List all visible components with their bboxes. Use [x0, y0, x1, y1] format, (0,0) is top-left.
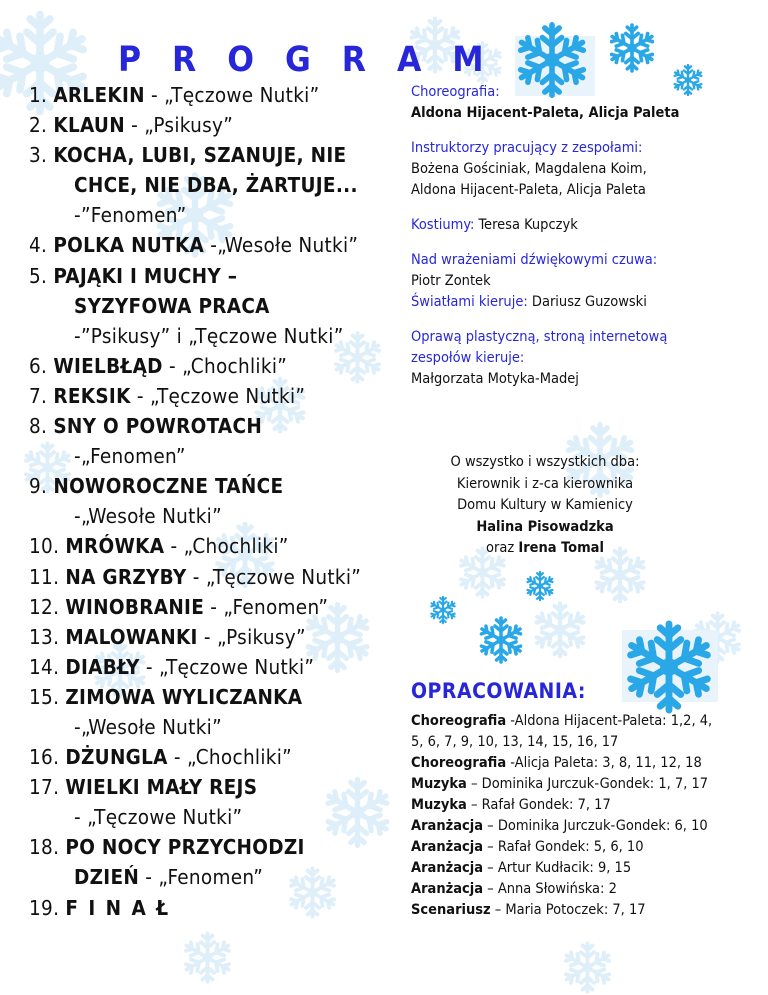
credits-section [411, 82, 751, 404]
program-group: „Psikusy” [216, 624, 306, 649]
program-title: KLAUN [53, 113, 125, 138]
program-title: WINOBRANIE [65, 594, 205, 619]
program-group: „Psikusy” [144, 113, 234, 138]
program-separator: - [162, 353, 183, 378]
program-separator: - [164, 534, 184, 559]
program-group-line: - „Tęczowe Nutki” [74, 805, 243, 830]
program-number: 1. [29, 83, 54, 107]
opracowania-line [411, 858, 761, 879]
care-section [440, 452, 650, 560]
opracowania-detail: – Dominika Jurczuk-Gondek: 6, 10 [483, 818, 708, 834]
program-item [29, 893, 399, 923]
program-item-continuation [29, 862, 399, 892]
opracowania-role: Aranżacja [411, 860, 484, 876]
opracowania-detail: – Rafał Gondek: 5, 6, 10 [483, 839, 644, 855]
program-group-line: -„Fenomen” [74, 444, 186, 469]
program-item-continuation [29, 291, 399, 321]
program-separator: - [167, 745, 188, 770]
opracowania-line [411, 711, 761, 732]
program-number: 11. [29, 564, 66, 589]
snowflake-icon [606, 22, 658, 74]
program-item [29, 682, 399, 712]
program-title: KOCHA, LUBI, SZANUJE, NIE [53, 143, 347, 168]
opracowania-list [411, 711, 761, 921]
program-title: WIELBŁĄD [53, 353, 163, 378]
program-title: REKSIK [53, 383, 131, 408]
program-title: DŻUNGLA [65, 745, 168, 770]
program-title: DIABŁY [65, 654, 140, 679]
care-name: Halina Pisowadzka [476, 518, 614, 535]
program-group: „Chochliki” [187, 745, 293, 770]
opracowania-line [411, 795, 761, 816]
credit-names: Aldona Hijacent-Paleta, Alicja Paleta [411, 105, 680, 121]
program-item [29, 261, 399, 291]
program-group-line: -„Wesołe Nutki” [74, 504, 222, 529]
program-item [29, 140, 399, 170]
program-group: „Chochliki” [182, 353, 288, 378]
opracowania-detail: -Alicja Paleta: 3, 8, 11, 12, 18 [506, 755, 702, 771]
program-title: PO NOCY PRZYCHODZI [65, 835, 305, 860]
program-separator: - [197, 624, 217, 649]
opracowania-line [411, 732, 761, 753]
program-number: 4. [29, 233, 54, 258]
program-item [29, 772, 399, 802]
program-number: 10. [29, 534, 66, 559]
credit-names: Aldona Hijacent-Paleta, Alicja Paleta [411, 182, 646, 198]
opracowania-title: OPRACOWANIA: [411, 679, 586, 703]
care-conj: oraz [486, 540, 515, 556]
program-separator: - [130, 383, 150, 408]
program-number: 7. [29, 383, 54, 408]
program-item [29, 230, 399, 260]
program-title: DZIEŃ [74, 865, 140, 890]
program-group-line: -”Psikusy” i „Tęczowe Nutki” [74, 323, 344, 348]
program-title: ZIMOWA WYLICZANKA [65, 684, 303, 709]
snowflake-icon [620, 618, 718, 716]
opracowania-role: Aranżacja [411, 881, 484, 897]
program-group: „Tęczowe Nutki” [149, 383, 306, 408]
program-number: 17. [29, 775, 66, 800]
opracowania-line [411, 753, 761, 774]
program-item [29, 742, 399, 772]
program-item [29, 592, 399, 622]
opracowania-role: Choreografia [411, 713, 507, 729]
program-item [29, 652, 399, 682]
credit-names: Dariusz Guzowski [531, 294, 647, 310]
credit-label: Instruktorzy pracujący z zespołami: [411, 140, 643, 156]
program-item [29, 381, 399, 411]
program-title: ARLEKIN [53, 83, 145, 107]
credit-names: Teresa Kupczyk [478, 217, 578, 233]
opracowania-line [411, 837, 761, 858]
program-number: 19. [29, 895, 66, 920]
snowflake-icon [530, 600, 590, 660]
program-number: 5. [29, 263, 54, 288]
care-line: Domu Kultury w Kamienicy [457, 497, 633, 513]
program-number: 16. [29, 745, 66, 770]
credit-label: Oprawą plastyczną, stroną internetową [411, 329, 668, 345]
opracowania-line [411, 774, 761, 795]
credit-label: Kostiumy: [411, 217, 475, 233]
program-title: SNY O POWROTACH [53, 414, 263, 439]
program-title: PAJĄKI I MUCHY – [53, 263, 238, 288]
program-title: NOWOROCZNE TAŃCE [53, 474, 284, 499]
program-item [29, 110, 399, 140]
opracowania-detail: – Anna Słowińska: 2 [483, 881, 617, 897]
opracowania-line [411, 900, 761, 921]
program-separator: - [139, 654, 159, 679]
program-item [29, 832, 399, 862]
program-number: 18. [29, 835, 66, 860]
program-title: NA GRZYBY [65, 564, 187, 589]
program-number: 12. [29, 594, 66, 619]
snowflake-icon [428, 595, 458, 625]
snowflake-icon [180, 930, 235, 985]
program-separator: - [204, 594, 224, 619]
credit-label: zespołów kieruje: [411, 350, 525, 366]
opracowania-role: Aranżacja [411, 839, 484, 855]
program-title: MRÓWKA [65, 534, 165, 559]
program-number: 13. [29, 624, 66, 649]
opracowania-detail: – Dominika Jurczuk-Gondek: 1, 7, 17 [466, 776, 709, 792]
opracowania-detail: – Maria Potoczek: 7, 17 [490, 902, 646, 918]
program-title: POLKA NUTKA [53, 233, 205, 258]
program-title: MALOWANKI [65, 624, 198, 649]
credit-names: Bożena Gościniak, Magdalena Koim, [411, 161, 647, 177]
program-list [29, 80, 399, 923]
program-number: 8. [29, 414, 54, 439]
credit-label: Nad wrażeniami dźwiękowymi czuwa: [411, 252, 658, 268]
program-separator: - [144, 83, 165, 107]
program-separator: - [186, 564, 206, 589]
program-group: „Tęczowe Nutki” [158, 654, 315, 679]
program-item [29, 622, 399, 652]
opracowania-detail: -Aldona Hijacent-Paleta: 1,2, 4, [506, 713, 713, 729]
care-line: O wszystko i wszystkich dba: [450, 454, 640, 470]
opracowania-line [411, 879, 761, 900]
program-title: CHCE, NIE DBA, ŻARTUJE... [74, 173, 358, 198]
opracowania-detail: – Rafał Gondek: 7, 17 [466, 797, 611, 813]
program-group: „Fenomen” [158, 865, 264, 890]
program-number: 14. [29, 654, 66, 679]
program-title: F I N A Ł [65, 895, 171, 920]
snowflake-icon [524, 570, 556, 602]
program-group: „Tęczowe Nutki” [205, 564, 362, 589]
opracowania-role: Muzyka [411, 797, 467, 813]
care-line: Kierownik i z-ca kierownika [456, 475, 634, 492]
program-item [29, 562, 399, 592]
program-item-continuation [29, 170, 399, 200]
program-separator: - [124, 113, 145, 138]
opracowania-detail: – Artur Kudłacik: 9, 15 [483, 860, 632, 876]
opracowania-role: Aranżacja [411, 818, 484, 834]
program-group-line: -”Fenomen” [74, 203, 187, 228]
care-name: Irena Tomal [518, 540, 604, 556]
snowflake-icon [560, 940, 615, 995]
program-number: 6. [29, 353, 54, 378]
program-group: „Tęczowe Nutki” [164, 83, 320, 107]
program-title: WIELKI MAŁY REJS [65, 775, 258, 800]
credit-names: Małgorzata Motyka-Madej [411, 371, 579, 387]
opracowania-role: Choreografia [411, 755, 507, 771]
opracowania-role: Muzyka [411, 776, 467, 792]
program-title: SYZYFOWA PRACA [74, 293, 270, 318]
snowflake-icon [476, 615, 526, 665]
program-number: 15. [29, 684, 66, 709]
program-group: „Fenomen” [223, 594, 329, 619]
opracowania-detail: 5, 6, 7, 9, 10, 13, 14, 15, 16, 17 [411, 734, 619, 750]
program-separator: - [139, 865, 159, 890]
program-item [29, 351, 399, 381]
program-number: 3. [29, 143, 54, 168]
program-item [29, 471, 399, 501]
page-title: P R O G R A M [118, 40, 494, 80]
credit-label: Choreografia: [411, 84, 500, 100]
opracowania-role: Scenariusz [411, 902, 491, 918]
opracowania-line [411, 816, 761, 837]
program-separator: - [204, 233, 218, 258]
program-group: „Chochliki” [183, 534, 289, 559]
program-item [29, 531, 399, 561]
credit-names: Piotr Zontek [411, 273, 491, 289]
program-group-line: -„Wesołe Nutki” [74, 714, 222, 739]
program-number: 9. [29, 474, 54, 499]
program-item [29, 411, 399, 441]
program-item [29, 80, 399, 110]
program-group: „Wesołe Nutki” [217, 233, 359, 258]
credit-label: Światłami kieruje: [411, 294, 528, 310]
program-number: 2. [29, 113, 54, 138]
